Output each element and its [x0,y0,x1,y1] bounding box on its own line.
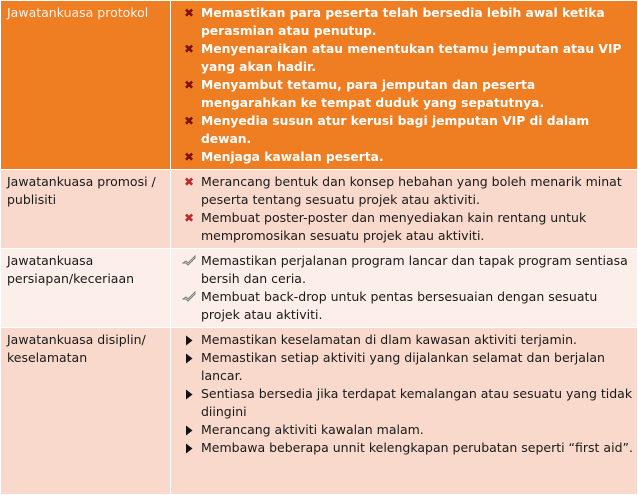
list-item-text: Merancang bentuk dan konsep hebahan yang boleh menarik minat peserta tentang sesuatu projek atau aktiviti. [201,174,622,207]
list-item-text: Menyedia susun atur kerusi bagi jemputan VIP di dalam dewan. [201,114,590,146]
committee-name: Jawatankuasa persiapan/keceriaan [7,253,135,286]
triangle-right-icon [181,349,197,367]
list-item [177,349,633,385]
duties-list [177,252,633,324]
list-item-text: Membuat poster-poster dan menyediakan kain rentang untuk mempromosikan sesuatu projek atau aktiviti. [201,210,587,243]
table-row [1,170,638,249]
cross-icon: ✖ [183,6,195,20]
list-item [177,421,633,439]
cross-icon: ✖ [183,211,195,225]
list-item-text: Memastikan perjalanan program lancar dan tapak program sentiasa bersih dan ceria. [201,253,628,286]
list-item [177,288,633,324]
committee-name: Jawatankuasa promosi / publisiti [7,174,156,207]
duties-cell [171,1,638,170]
list-item [177,4,633,40]
list-item-text: Memastikan para peserta telah bersedia lebih awal ketika perasmian atau penutup. [201,6,605,38]
list-item-text: Menjaga kawalan peserta. [201,150,384,164]
list-item-text: Menyenaraikan atau menentukan tetamu jemputan atau VIP yang akan hadir. [201,42,622,74]
committee-name: Jawatankuasa protokol [7,5,149,20]
checkmark-icon [181,288,197,306]
duties-list [177,331,633,457]
list-item-text: Memastikan setiap aktiviti yang dijalankan selamat dan berjalan lancar. [201,350,605,383]
list-item [177,385,633,421]
committee-name-cell [1,170,171,249]
list-item [177,173,633,209]
list-item [177,252,633,288]
list-item-text: Memastikan keselamatan di dlam kawasan aktiviti terjamin. [201,332,578,347]
committee-name-cell [1,1,171,170]
triangle-right-icon [181,421,197,439]
list-item [177,40,633,76]
list-item [177,76,633,112]
cross-icon: ✖ [183,175,195,189]
duties-cell [171,249,638,328]
triangle-right-icon [181,331,197,349]
list-item-text: Membawa beberapa unnit kelengkapan perubatan seperti “first aid”. [201,440,633,455]
list-item [177,112,633,148]
duties-cell [171,328,638,495]
committee-name: Jawatankuasa disiplin/ keselamatan [7,332,146,365]
table-row [1,249,638,328]
list-item-text: Merancang aktiviti kawalan malam. [201,422,424,437]
cross-icon: ✖ [183,150,195,164]
list-item [177,148,633,166]
table-row [1,1,638,170]
cross-icon: ✖ [183,42,195,56]
list-item-text: Menyambut tetamu, para jemputan dan peserta mengarahkan ke tempat duduk yang sepatutnya. [201,78,545,110]
triangle-right-icon [181,385,197,403]
list-item [177,439,633,457]
duties-cell [171,170,638,249]
checkmark-icon [181,252,197,270]
list-item-text: Sentiasa bersedia jika terdapat kemalangan atau sesuatu yang tidak diingini [201,386,633,419]
list-item-text: Membuat back-drop untuk pentas bersesuaian dengan sesuatu projek atau aktiviti. [201,289,598,322]
cross-icon: ✖ [183,78,195,92]
committee-name-cell [1,249,171,328]
duties-list [177,4,633,166]
cross-icon: ✖ [183,114,195,128]
table-row [1,328,638,495]
list-item [177,209,633,245]
duties-list [177,173,633,245]
triangle-right-icon [181,439,197,457]
committee-name-cell [1,328,171,495]
list-item [177,331,633,349]
